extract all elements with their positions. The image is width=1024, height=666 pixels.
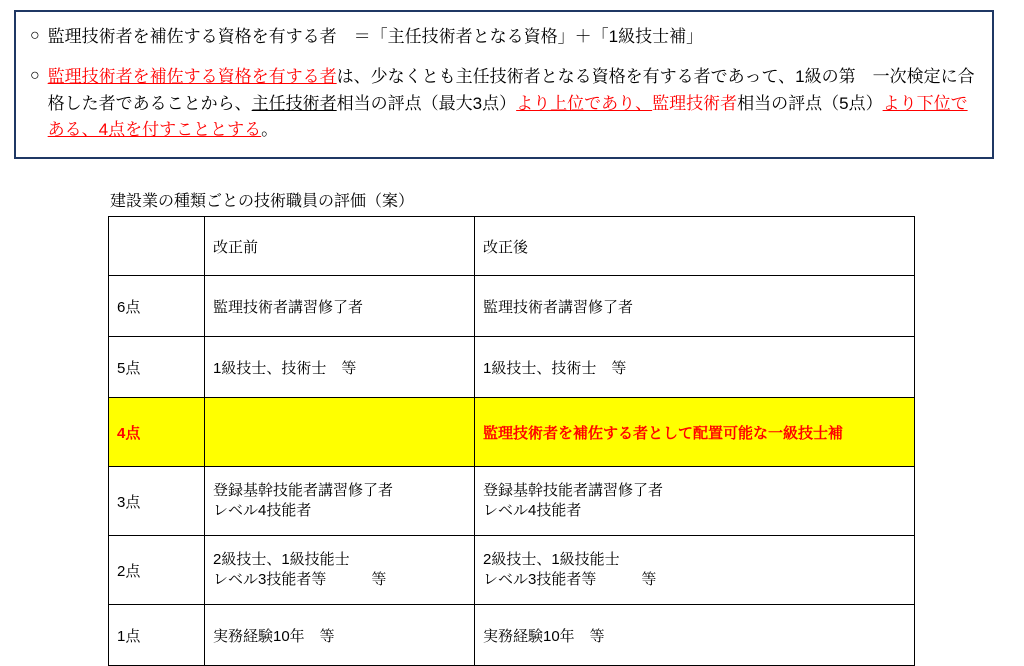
cell-before: 実務経験10年 等 [205,605,475,666]
callout-bullet-2 [30,64,978,143]
bullet-marker-icon: ○ [30,27,40,44]
evaluation-table [108,216,915,666]
callout-b2-seg-1: は、少なくとも主任技術者となる資格を有する者であって、1級の第 一次検定に合格した者であることから、 [47,67,975,113]
table-body [109,276,915,666]
cell-after: 実務経験10年 等 [475,605,915,666]
cell-before: 1級技士、技術士 等 [205,337,475,398]
table-row [109,276,915,337]
cell-score: 4点 [109,398,205,467]
callout-box [14,10,994,159]
evaluation-table-wrapper [108,216,914,666]
callout-b2-seg-4: より上位であり、 [516,93,653,113]
callout-bullet-2-text [48,64,978,143]
header-score [109,217,205,276]
cell-before: 登録基幹技能者講習修了者 レベル4技能者 [205,467,475,536]
bullet-marker-icon-2: ○ [30,67,40,85]
callout-b2-seg-8: 。 [261,120,279,140]
cell-score: 2点 [109,536,205,605]
callout-b2-seg-2: 主任技術者 [251,93,337,113]
callout-bullet-1-text [48,24,978,50]
table-row-highlighted [109,398,915,467]
callout-b2-seg-0: 監理技術者を補佐する資格を有する者 [47,67,337,87]
cell-score: 3点 [109,467,205,536]
table-caption: 建設業の種類ごとの技術職員の評価（案） [110,193,415,210]
table-row [109,337,915,398]
cell-score: 1点 [109,605,205,666]
callout-b1-seg-0: 監理技術者を補佐する資格を有する者 ＝「主任技術者となる資格」＋「1級技士補」 [47,27,704,46]
callout-b2-seg-7: より下位である、4点を付すこととする [47,93,968,140]
table-header-row [109,217,915,276]
cell-after: 監理技術者講習修了者 [475,276,915,337]
cell-before: 監理技術者講習修了者 [205,276,475,337]
callout-b2-seg-3: 相当の評点（最大3点） [336,93,517,113]
table-row [109,467,915,536]
header-before: 改正前 [205,217,475,276]
table-row [109,536,915,605]
table-header [109,217,915,276]
cell-after: 1級技士、技術士 等 [475,337,915,398]
callout-b2-seg-5: 監理技術者 [652,93,738,113]
cell-score: 5点 [109,337,205,398]
cell-after: 登録基幹技能者講習修了者 レベル4技能者 [475,467,915,536]
cell-after: 監理技術者を補佐する者として配置可能な一級技士補 [475,398,915,467]
cell-before [205,398,475,467]
cell-after: 2級技士、1級技能士 レベル3技能者等 等 [475,536,915,605]
cell-before: 2級技士、1級技能士 レベル3技能者等 等 [205,536,475,605]
callout-b2-seg-6: 相当の評点（5点） [737,93,883,113]
cell-score: 6点 [109,276,205,337]
table-row [109,605,915,666]
header-after: 改正後 [475,217,915,276]
callout-bullet-1 [30,24,978,50]
